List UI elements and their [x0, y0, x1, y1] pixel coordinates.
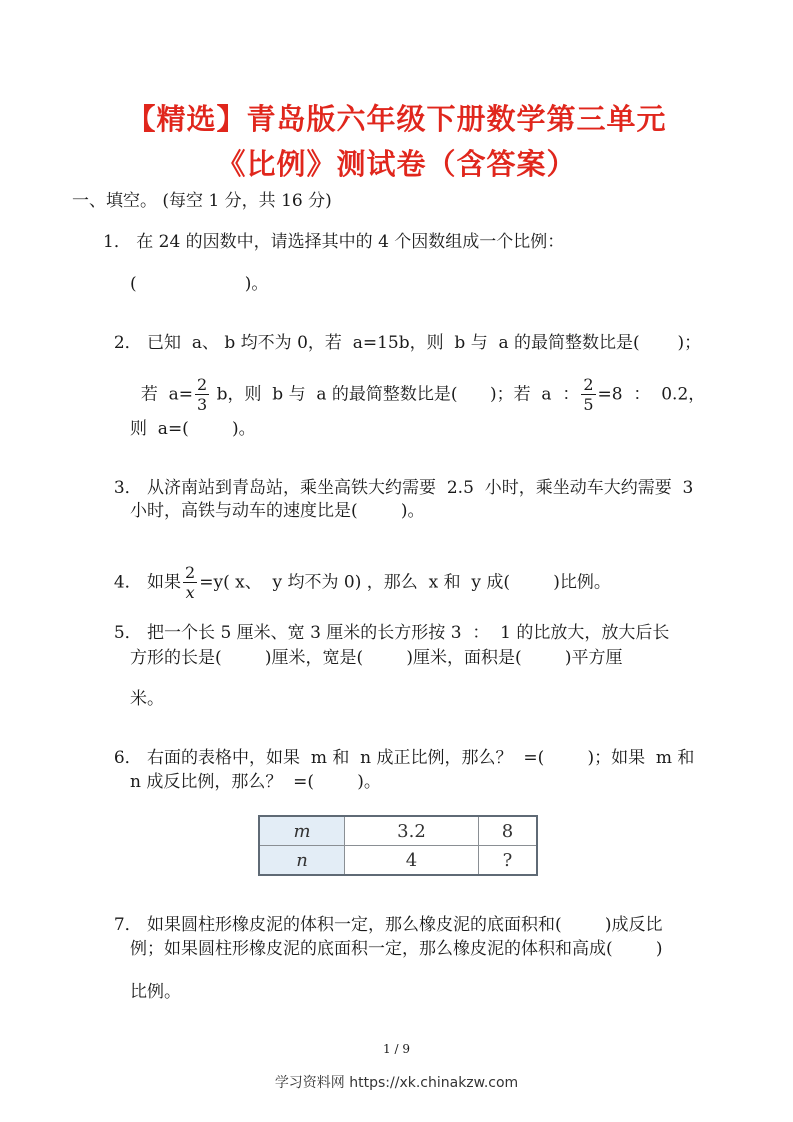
question-number: 7．: [113, 915, 142, 935]
question-1-answer-blank: ( )。: [130, 274, 269, 294]
question-3-line-1: [103, 463, 693, 497]
question-number: 1．: [103, 232, 131, 252]
fraction-denominator: 3: [197, 395, 208, 414]
fraction-denominator: 5: [583, 395, 594, 414]
question-6-line-2: n 成反比例，那么？ =( )。: [130, 772, 381, 792]
question-number: 5．: [113, 623, 142, 643]
text-segment: b，则 b 与 a 的最简整数比是( )；若 a ：: [211, 384, 580, 405]
fraction-two-fifths: [581, 377, 595, 413]
question-1: [103, 234, 564, 251]
question-6-line-1: [103, 733, 694, 767]
footer-watermark: 学习资料网 https://xk.chinakzw.com: [274, 1075, 519, 1091]
fraction-numerator: 2: [185, 563, 196, 582]
table-cell: 8: [478, 816, 537, 846]
question-text: 已知 a、 b 均不为 0，若 a=15b，则 b 与 a 的最简整数比是( )；: [141, 333, 702, 353]
question-7-line-3: 比例。: [130, 982, 181, 1002]
text-segment: 如果: [141, 572, 182, 593]
question-number: 4．: [113, 572, 142, 593]
question-2-line-2: [130, 360, 705, 413]
text-segment: =8 ： 0.2，: [597, 384, 706, 405]
fraction-two-over-x: [183, 565, 197, 601]
fraction-two-thirds: [195, 377, 209, 413]
question-number: 2．: [113, 333, 142, 353]
question-5-line-2: 方形的长是( )厘米，宽是( )厘米，面积是( )平方厘: [130, 648, 623, 668]
table-cell: ?: [478, 846, 537, 876]
table-cell: m: [259, 816, 345, 846]
question-7-line-1: [103, 900, 663, 934]
question-number: 3．: [113, 478, 142, 498]
title-line-1: 【精选】青岛版六年级下册数学第三单元: [126, 102, 667, 136]
question-text: 右面的表格中，如果 m 和 n 成正比例，那么？ =( )；如果 m 和: [141, 748, 695, 768]
proportion-table: [258, 815, 538, 876]
question-5-line-1: [103, 608, 669, 642]
text-segment: =y( x、 y 均不为 0) ，那么 x 和 y 成( )比例。: [199, 572, 611, 593]
question-2-line-1: [103, 318, 701, 352]
question-7-line-2: 例；如果圆柱形橡皮泥的底面积一定，那么橡皮泥的体积和高成( ): [130, 939, 663, 959]
title-line-2: 《比例》测试卷（含答案）: [216, 147, 577, 181]
question-text: 在 24 的因数中，请选择其中的 4 个因数组成一个比例：: [130, 232, 565, 252]
question-text: 把一个长 5 厘米、宽 3 厘米的长方形按 3 ： 1 的比放大，放大后长: [141, 623, 670, 643]
question-text: 如果圆柱形橡皮泥的体积一定，那么橡皮泥的底面积和( )成反比: [141, 915, 663, 935]
question-5-line-3: 米。: [130, 689, 164, 709]
section-heading: 一、填空。 (每空 1 分，共 16 分): [72, 191, 332, 211]
question-text: 从济南站到青岛站，乘坐高铁大约需要 2.5 小时，乘坐动车大约需要 3: [141, 478, 694, 498]
question-3-line-2: 小时，高铁与动车的速度比是( )。: [130, 501, 425, 521]
table-cell: 4: [345, 846, 479, 876]
question-4: [103, 548, 611, 601]
question-2-line-3: 则 a=( )。: [130, 419, 256, 439]
fraction-denominator: x: [185, 583, 195, 602]
text-segment: 若 a=: [140, 384, 193, 405]
question-number: 6．: [113, 748, 142, 768]
table-row: [259, 816, 537, 846]
page-number: 1 / 9: [383, 1042, 410, 1056]
fraction-numerator: 2: [197, 375, 208, 394]
table-cell: 3.2: [345, 816, 479, 846]
table-row: [259, 846, 537, 876]
fraction-numerator: 2: [583, 375, 594, 394]
table-cell: n: [259, 846, 345, 876]
